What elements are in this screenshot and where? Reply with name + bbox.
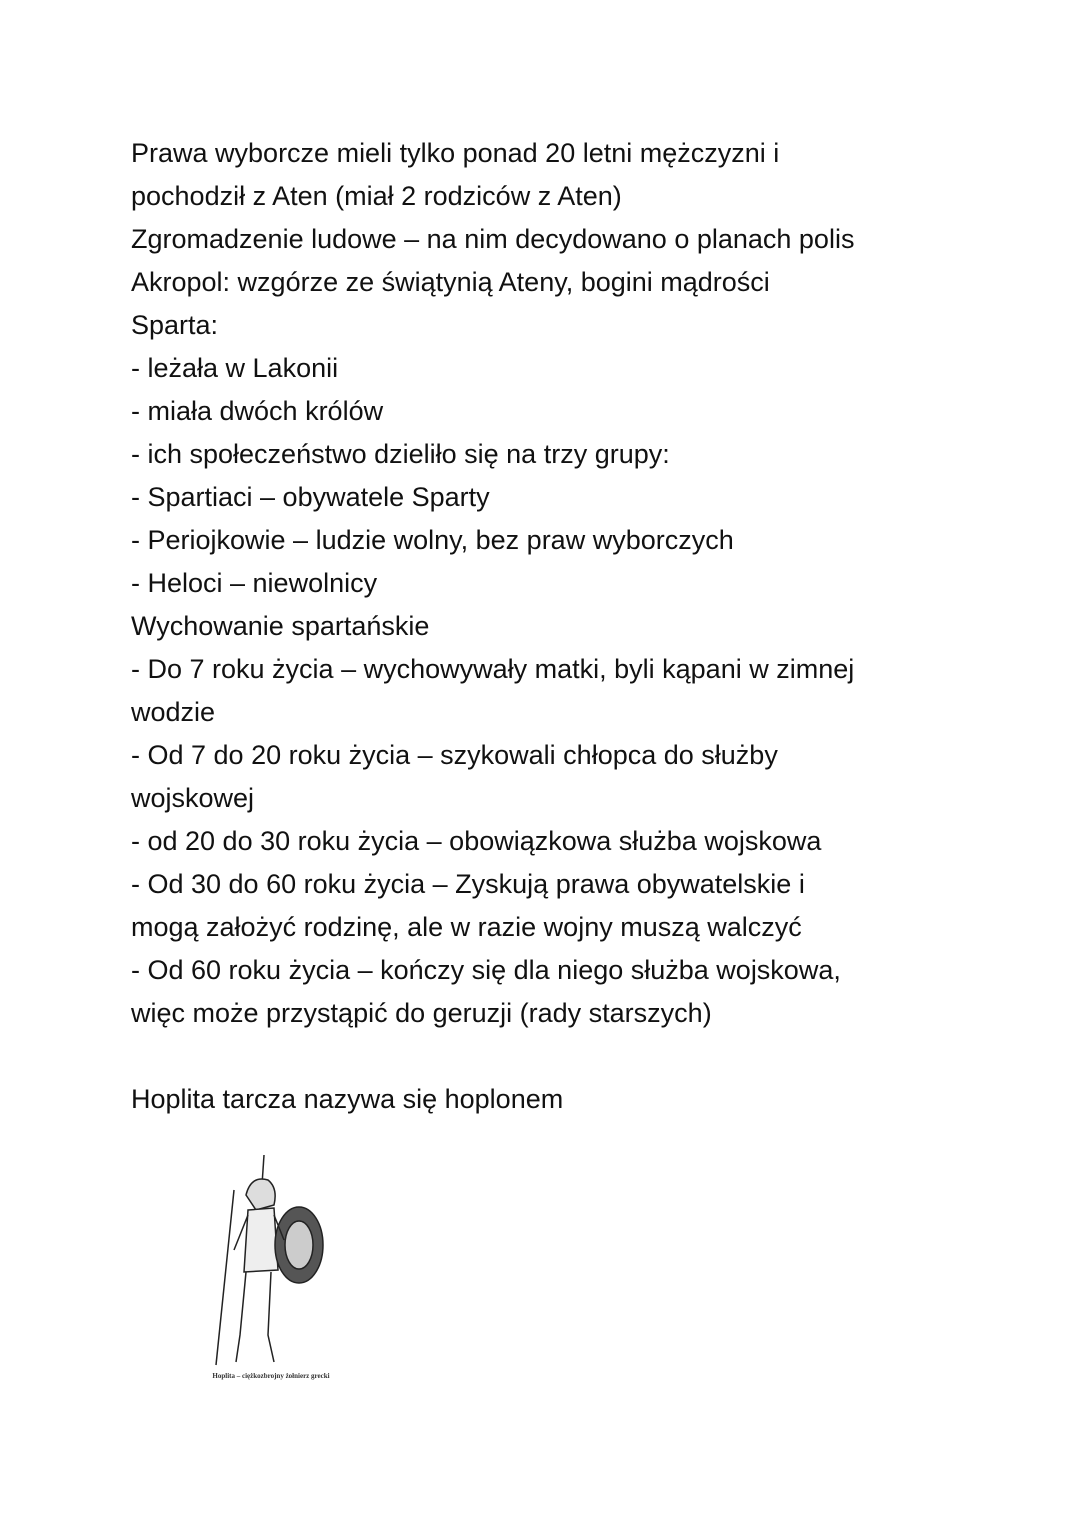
blank-line [131,1035,991,1078]
hoplite-line: Hoplita tarcza nazywa się hoplonem [131,1084,564,1114]
text-line: - Heloci – niewolnicy [131,568,378,598]
text-line: - Do 7 roku życia – wychowywały matki, byli kąpani w zimnej [131,654,855,684]
text-line: Prawa wyborcze mieli tylko ponad 20 letni mężczyzni i [131,138,780,168]
text-line: pochodził z Aten (miał 2 rodziców z Aten) [131,181,622,211]
hoplite-illustration [196,1150,346,1395]
text-line: - miała dwóch królów [131,396,384,426]
text-line: Wychowanie spartańskie [131,611,430,641]
text-line: wodzie [131,697,216,727]
text-line: - ich społeczeństwo dzieliło się na trzy grupy: [131,439,670,469]
text-line: Sparta: [131,310,219,340]
text-line: - Spartiaci – obywatele Sparty [131,482,490,512]
text-line: - od 20 do 30 roku życia – obowiązkowa służba wojskowa [131,826,822,856]
text-line: - Periojkowie – ludzie wolny, bez praw wyborczych [131,525,734,555]
text-line: mogą założyć rodzinę, ale w razie wojny muszą walczyć [131,912,802,942]
hoplite-drawing-icon [196,1150,346,1370]
figure-caption: Hoplita – ciężkozbrojny żołnierz grecki [212,1372,330,1380]
text-line: - leżała w Lakonii [131,353,339,383]
text-line: więc może przystąpić do geruzji (rady starszych) [131,998,712,1028]
text-line: - Od 7 do 20 roku życia – szykowali chłopca do służby [131,740,778,770]
text-line: Zgromadzenie ludowe – na nim decydowano o planach polis [131,224,855,254]
text-line: - Od 60 roku życia – kończy się dla niego służba wojskowa, [131,955,841,985]
text-line: wojskowej [131,783,255,813]
document-body [131,132,991,1121]
text-line: - Od 30 do 60 roku życia – Zyskują prawa obywatelskie i [131,869,805,899]
text-line: Akropol: wzgórze ze świątynią Ateny, bogini mądrości [131,267,770,297]
